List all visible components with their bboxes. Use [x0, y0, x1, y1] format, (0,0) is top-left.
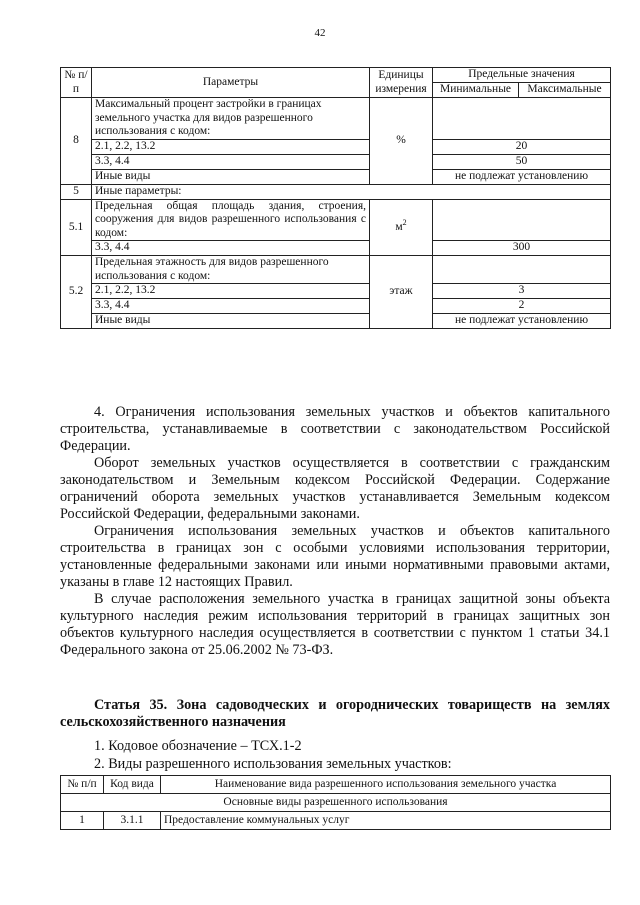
paragraph: 4. Ограничения использования земельных участков и объектов капитального строительства, устанавливаемые в соответствии с законодательством Российской Федерации. [60, 404, 610, 454]
paragraph: Ограничения использования земельных участков и объектов капитального строительства в границах зон с особыми условиями использования территории, установленные федеральными законами или иными нормативными правовыми актами, указаны в главе 12 настоящих Правил. [60, 523, 610, 590]
article-title: Статья 35. Зона садоводческих и огороднических товариществ на землях сельскохозяйственного назначения [60, 697, 610, 730]
table-header-row [61, 68, 611, 83]
param-value: не подлежат установлению [433, 169, 611, 184]
param-unit [370, 199, 433, 256]
table-row [61, 299, 611, 314]
row-num: 1 [61, 812, 104, 830]
param-code: Иные виды [92, 169, 370, 184]
table-row [61, 199, 611, 241]
row-name: Предоставление коммунальных услуг [161, 812, 611, 830]
paragraph: Оборот земельных участков осуществляется в соответствии с гражданским законодательством и Земельным кодексом Российской Федерации. Содержание ограничений оборота земельных участков устанавливается Земельным кодексом Российской Федерации, федеральными законами. [60, 455, 610, 522]
param-value: 50 [433, 154, 611, 169]
body-text [60, 404, 610, 659]
param-title: Максимальный процент застройки в границах земельного участка для видов разрешенного использования с кодом: [92, 98, 370, 140]
table-row [61, 184, 611, 199]
header-limits: Предельные значения [433, 68, 611, 83]
section-title: Основные виды разрешенного использования [61, 794, 611, 812]
table-header-row [61, 776, 611, 794]
param-value: 2 [433, 299, 611, 314]
value-empty [433, 199, 611, 241]
header-params: Параметры [92, 68, 370, 98]
table-row [61, 98, 611, 140]
header-num: № п/п [61, 776, 104, 794]
parameters-table [60, 67, 611, 329]
param-value: 20 [433, 139, 611, 154]
table-row [61, 241, 611, 256]
param-title: Предельная общая площадь здания, строения, сооружения для видов разрешенного использования с кодом: [92, 199, 370, 241]
permitted-uses-table [60, 775, 611, 830]
param-code: Иные виды [92, 314, 370, 329]
param-title: Предельная этажность для видов разрешенного использования с кодом: [92, 256, 370, 284]
value-empty [433, 98, 611, 140]
table-row [61, 154, 611, 169]
unit-sup: 2 [402, 217, 407, 227]
header-num: № п/п [61, 68, 92, 98]
header-max: Максимальные [519, 83, 611, 98]
param-unit: этаж [370, 256, 433, 329]
row-code: 3.1.1 [104, 812, 161, 830]
table-row [61, 256, 611, 284]
list-item: 1. Кодовое обозначение – ТСХ.1-2 [94, 738, 302, 754]
header-min: Минимальные [433, 83, 519, 98]
table-row [61, 314, 611, 329]
header-name: Наименование вида разрешенного использования земельного участка [161, 776, 611, 794]
header-units: Единицы измерения [370, 68, 433, 98]
param-code: 3.3, 4.4 [92, 299, 370, 314]
row-num: 5.2 [61, 256, 92, 329]
param-title: Иные параметры: [92, 184, 611, 199]
list-item: 2. Виды разрешенного использования земельных участков: [94, 756, 452, 772]
table-row [61, 139, 611, 154]
table-row [61, 284, 611, 299]
param-value: 3 [433, 284, 611, 299]
row-num: 5 [61, 184, 92, 199]
table-row [61, 169, 611, 184]
value-empty [433, 256, 611, 284]
row-num: 8 [61, 98, 92, 185]
page-number: 42 [314, 27, 326, 39]
table-row [61, 812, 611, 830]
param-code: 2.1, 2.2, 13.2 [92, 139, 370, 154]
param-value: 300 [433, 241, 611, 256]
table-section-row [61, 794, 611, 812]
param-code: 2.1, 2.2, 13.2 [92, 284, 370, 299]
row-num: 5.1 [61, 199, 92, 256]
paragraph: В случае расположения земельного участка в границах защитной зоны объекта культурного наследия режим использования территорий в границах защитных зон объектов культурного наследия осуществляется в соответствии с пунктом 1 статьи 34.1 Федерального закона от 25.06.2002 № 73-ФЗ. [60, 591, 610, 658]
param-value: не подлежат установлению [433, 314, 611, 329]
param-code: 3.3, 4.4 [92, 154, 370, 169]
unit-base: м [395, 220, 403, 233]
param-code: 3.3, 4.4 [92, 241, 370, 256]
header-code: Код вида [104, 776, 161, 794]
param-unit: % [370, 98, 433, 185]
